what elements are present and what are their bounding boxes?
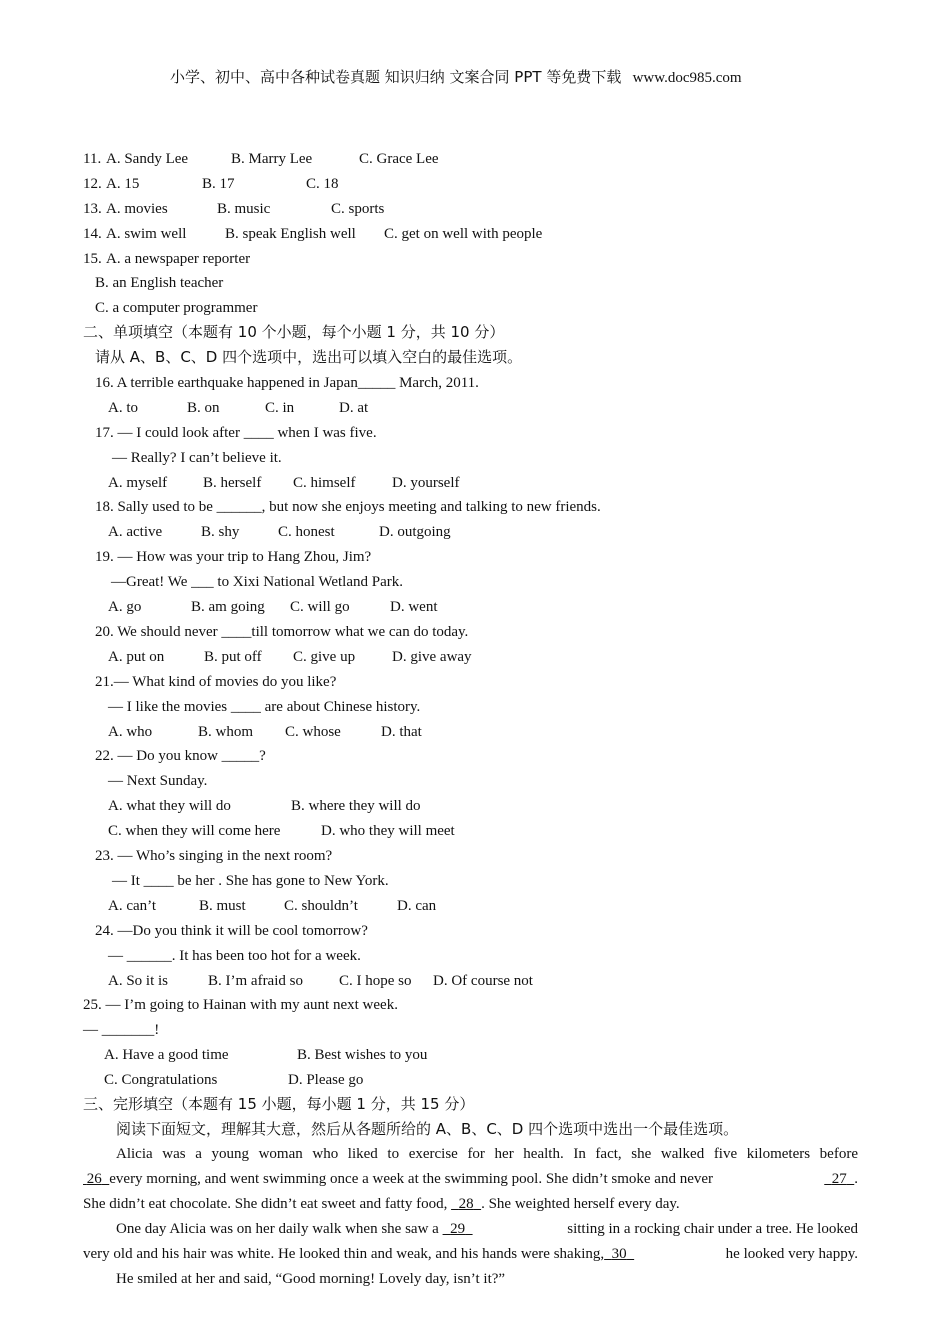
q13-option-b: B. music — [217, 201, 271, 217]
q17-reply: — Really? I can’t believe it. — [112, 450, 282, 466]
q21-option-c: C. whose — [285, 724, 341, 740]
q19-stem: 19. — How was your trip to Hang Zhou, Jim? — [95, 549, 372, 565]
passage-text: very old and his hair was white. He looked thin and weak, and his hands were shaking, — [83, 1246, 605, 1262]
section3-instruction: 阅读下面短文，理解其大意，然后从各题所给的 A、B、C、D 四个选项中选出一个最佳选项。 — [116, 1120, 739, 1138]
q22-option-a: A. what they will do — [108, 798, 231, 814]
blank-29: 29 — [450, 1221, 466, 1237]
q17-stem: 17. — I could look after ____ when I was five. — [95, 425, 377, 441]
q16-option-d: D. at — [339, 400, 369, 416]
q22-stem: 22. — Do you know _____? — [95, 748, 266, 764]
page-header — [170, 68, 742, 87]
passage-line: He smiled at her and said, “Good morning! Lovely day, isn’t it?” — [116, 1271, 506, 1287]
q19-option-d: D. went — [390, 599, 438, 615]
q19-option-c: C. will go — [290, 599, 350, 615]
q15-number: 15. — [83, 251, 102, 267]
passage-line — [116, 1220, 858, 1238]
q25-option-d: D. Please go — [288, 1072, 364, 1088]
header-text: 小学、初中、高中各种试卷真题 知识归纳 文案合同 PPT 等免费下载 — [170, 68, 622, 86]
passage-text: sitting in a rocking chair under a tree. He looked — [567, 1221, 858, 1237]
q23-option-b: B. must — [199, 898, 246, 914]
q15-option-b: B. an English teacher — [95, 275, 224, 291]
q20-option-a: A. put on — [108, 649, 165, 665]
q19-reply: —Great! We ___ to Xixi National Wetland Park. — [111, 574, 403, 590]
q23-reply: — It ____ be her . She has gone to New York. — [112, 873, 389, 889]
q18-option-a: A. active — [108, 524, 163, 540]
passage-text: She didn’t eat chocolate. She didn’t eat sweet and fatty food, — [83, 1196, 448, 1212]
q12-option-c: C. 18 — [306, 176, 339, 192]
q12-option-a: A. 15 — [106, 176, 140, 192]
q16-option-c: C. in — [265, 400, 295, 416]
q14-option-c: C. get on well with people — [384, 226, 543, 242]
passage-text: . She weighted herself every day. — [481, 1196, 680, 1212]
q15-option-a: A. a newspaper reporter — [106, 251, 251, 267]
q25-option-a: A. Have a good time — [104, 1047, 229, 1063]
blank-28: 28 — [458, 1196, 474, 1212]
passage-line — [83, 1245, 858, 1263]
q22-option-b: B. where they will do — [291, 798, 421, 814]
q19-option-b: B. am going — [191, 599, 265, 615]
section2-instruction: 请从 A、B、C、D 四个选项中，选出可以填入空白的最佳选项。 — [95, 348, 523, 366]
q20-option-b: B. put off — [204, 649, 262, 665]
q24-option-a: A. So it is — [108, 973, 169, 989]
q23-stem: 23. — Who’s singing in the next room? — [95, 848, 333, 864]
passage-text: he looked very happy. — [725, 1246, 858, 1262]
q21-stem: 21.— What kind of movies do you like? — [95, 674, 337, 690]
q17-option-d: D. yourself — [392, 475, 460, 491]
q22-option-c: C. when they will come here — [108, 823, 281, 839]
q18-option-c: C. honest — [278, 524, 335, 540]
q24-option-d: D. Of course not — [433, 973, 533, 989]
q15-option-c: C. a computer programmer — [95, 300, 258, 316]
section3-title: 三、完形填空（本题有 15 小题，每小题 1 分，共 15 分） — [83, 1095, 475, 1113]
q21-option-d: D. that — [381, 724, 422, 740]
q12-number: 12. — [83, 176, 102, 192]
q13-option-a: A. movies — [106, 201, 168, 217]
q25-stem: 25. — I’m going to Hainan with my aunt next week. — [83, 997, 398, 1013]
q24-reply: — ______. It has been too hot for a week. — [108, 948, 361, 964]
q11-option-a: A. Sandy Lee — [106, 151, 189, 167]
q20-stem: 20. We should never ____till tomorrow what we can do today. — [95, 624, 469, 640]
q25-option-c: C. Congratulations — [104, 1072, 218, 1088]
q14-number: 14. — [83, 226, 102, 242]
q11-option-c: C. Grace Lee — [359, 151, 439, 167]
q24-option-b: B. I’m afraid so — [208, 973, 303, 989]
q18-option-b: B. shy — [201, 524, 240, 540]
q16-option-a: A. to — [108, 400, 138, 416]
q14-option-a: A. swim well — [106, 226, 187, 242]
q22-option-d: D. who they will meet — [321, 823, 455, 839]
blank-26: 26 — [86, 1171, 102, 1187]
q11-number: 11. — [83, 151, 102, 167]
q25-option-b: B. Best wishes to you — [297, 1047, 428, 1063]
q18-option-d: D. outgoing — [379, 524, 451, 540]
q16-stem: 16. A terrible earthquake happened in Japan_____ March, 2011. — [95, 375, 479, 391]
q19-option-a: A. go — [108, 599, 142, 615]
q20-option-c: C. give up — [293, 649, 356, 665]
passage-line — [83, 1195, 680, 1213]
q18-stem: 18. Sally used to be ______, but now she enjoys meeting and talking to new friends. — [95, 499, 601, 515]
q21-option-b: B. whom — [198, 724, 254, 740]
q16-option-b: B. on — [187, 400, 220, 416]
section2-title: 二、单项填空（本题有 10 个小题，每个小题 1 分，共 10 分） — [83, 323, 505, 341]
q17-option-b: B. herself — [203, 475, 262, 491]
q23-option-a: A. can’t — [108, 898, 157, 914]
q24-stem: 24. —Do you think it will be cool tomorrow? — [95, 923, 368, 939]
q23-option-d: D. can — [397, 898, 437, 914]
header-url: www.doc985.com — [632, 70, 742, 86]
passage-text: every morning, and went swimming once a week at the swimming pool. She didn’t smoke and never — [109, 1171, 714, 1187]
q23-option-c: C. shouldn’t — [284, 898, 358, 914]
blank-30: 30 — [611, 1246, 627, 1262]
q12-option-b: B. 17 — [202, 176, 235, 192]
q14-option-b: B. speak English well — [225, 226, 356, 242]
q20-option-d: D. give away — [392, 649, 472, 665]
q17-option-c: C. himself — [293, 475, 356, 491]
q25-reply: — _______! — [83, 1022, 160, 1038]
q13-number: 13. — [83, 201, 102, 217]
q22-reply: — Next Sunday. — [108, 773, 208, 789]
q13-option-c: C. sports — [331, 201, 385, 217]
q17-option-a: A. myself — [108, 475, 168, 491]
q24-option-c: C. I hope so — [339, 973, 412, 989]
passage-line: 26 every morning, and went swimming once a week at the swimming pool. She didn’t smoke and never 27 . — [83, 1170, 858, 1188]
q11-option-b: B. Marry Lee — [231, 151, 313, 167]
q21-option-a: A. who — [108, 724, 153, 740]
blank-27: 27 — [831, 1171, 847, 1187]
passage-line: Alicia was a young woman who liked to exercise for her health. In fact, she walked five kilometers before — [116, 1146, 858, 1162]
q21-reply: — I like the movies ____ are about Chinese history. — [108, 699, 421, 715]
passage-text: One day Alicia was on her daily walk when she saw a — [116, 1221, 439, 1237]
